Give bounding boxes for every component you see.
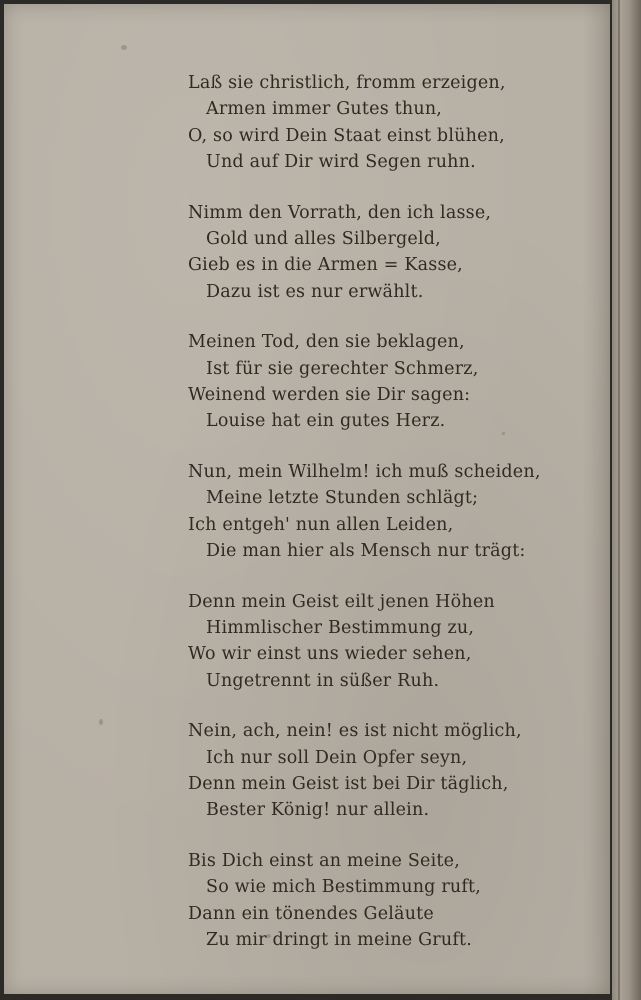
poem-line: Zu mir dringt in meine Gruft. [206, 929, 473, 950]
poem-line: Denn mein Geist ist bei Dir täglich, [188, 773, 509, 794]
stanza-3 [4, 329, 610, 435]
poem-line: Ich entgeh' nun allen Leiden, [188, 514, 454, 535]
stanza-5 [4, 589, 610, 695]
poem-line: Meine letzte Stunden schlägt; [206, 488, 479, 509]
poem-line: Armen immer Gutes thun, [206, 99, 443, 120]
stanza-7 [4, 848, 610, 954]
poem-line: Gieb es in die Armen = Kasse, [188, 255, 463, 276]
poem-line: Gold und alles Silbergeld, [206, 229, 441, 250]
poem-line: Ich nur soll Dein Opfer seyn, [206, 747, 468, 768]
stanza-2 [4, 200, 610, 306]
poem-line: Himmlischer Bestimmung zu, [206, 617, 475, 638]
poem-line: Weinend werden sie Dir sagen: [188, 385, 471, 406]
poem-line: Meinen Tod, den sie beklagen, [188, 332, 465, 353]
poem-line: Dann ein tönendes Geläute [188, 903, 434, 924]
poem-line: Wo wir einst uns wieder sehen, [188, 644, 472, 665]
poem [4, 70, 610, 977]
poem-line: Ungetrennt in süßer Ruh. [206, 670, 440, 691]
poem-line: Laß sie christlich, fromm erzeigen, [188, 73, 506, 93]
poem-line: Ist für sie gerechter Schmerz, [206, 358, 479, 379]
poem-line: Nimm den Vorrath, den ich lasse, [188, 202, 492, 223]
poem-line: Louise hat ein gutes Herz. [206, 411, 446, 432]
poem-line: Bis Dich einst an meine Seite, [188, 850, 460, 871]
document-page [4, 4, 610, 994]
poem-line: So wie mich Bestimmung ruft, [206, 877, 482, 898]
poem-line: O, so wird Dein Staat einst blühen, [188, 125, 505, 146]
poem-line: Nein, ach, nein! es ist nicht möglich, [188, 721, 522, 742]
poem-line: Und auf Dir wird Segen ruhn. [206, 152, 476, 173]
poem-line: Nun, mein Wilhelm! ich muß scheiden, [188, 461, 541, 482]
paper-speck [121, 45, 127, 50]
poem-line: Denn mein Geist eilt jenen Höhen [188, 591, 495, 612]
poem-line: Bester König! nur allein. [206, 800, 430, 821]
stanza-1 [4, 70, 610, 176]
poem-line: Die man hier als Mensch nur trägt: [206, 541, 526, 562]
stanza-4 [4, 459, 610, 565]
poem-line: Dazu ist es nur erwählt. [206, 281, 424, 302]
binding-edge [612, 0, 641, 1000]
stanza-6 [4, 718, 610, 824]
